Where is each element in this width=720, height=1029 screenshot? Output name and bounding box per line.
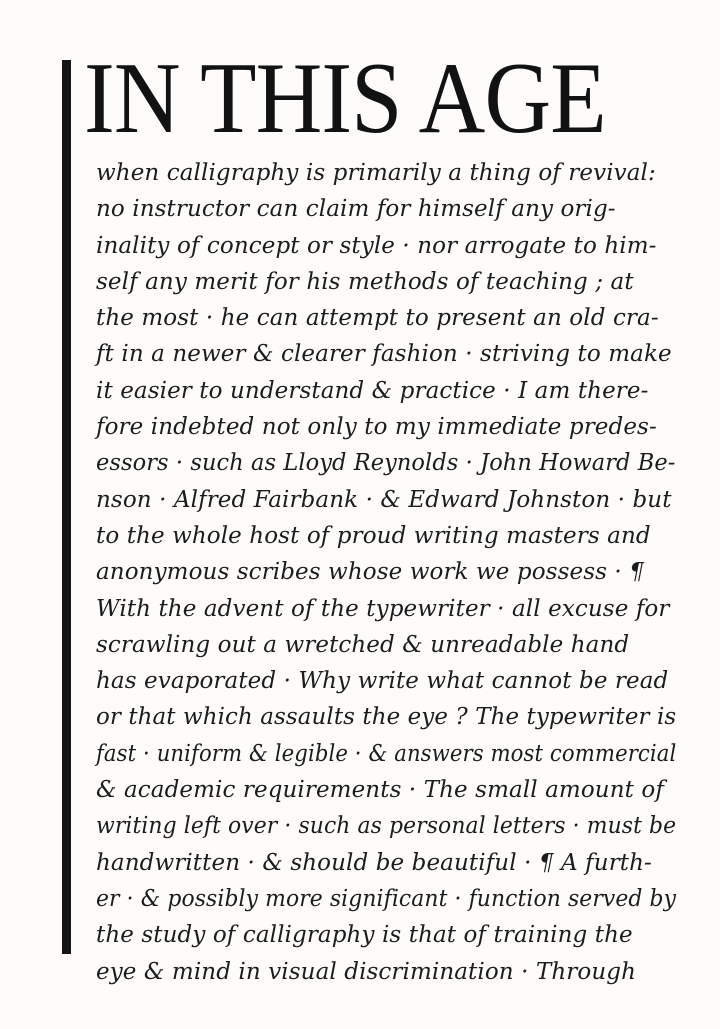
text-line: no instructor can claim for himself any orig- — [96, 196, 616, 223]
text-line: ft in a newer & clearer fashion · striving to make — [96, 341, 672, 368]
text-line: essors · such as Lloyd Reynolds · John Howard Be- — [96, 450, 676, 477]
text-line: nson · Alfred Fairbank · & Edward Johnston · but — [96, 486, 672, 513]
text-line: handwritten · & should be beautiful · ¶ A furth- — [96, 849, 652, 876]
text-line: to the whole host of proud writing masters and — [96, 522, 651, 549]
text-line: the most · he can attempt to present an old cra- — [96, 305, 659, 332]
body-text — [96, 155, 677, 990]
text-line: it easier to understand & practice · I am there- — [96, 377, 649, 404]
text-line: anonymous scribes whose work we possess · ¶ — [96, 559, 644, 586]
text-line: self any merit for his methods of teaching ; at — [96, 268, 634, 295]
text-line: writing left over · such as personal letters · must be — [96, 813, 677, 840]
text-line: er · & possibly more significant · function served by — [96, 885, 677, 912]
text-line: when calligraphy is primarily a thing of revival: — [96, 160, 656, 186]
text-line: fore indebted not only to my immediate predes- — [96, 414, 657, 441]
page-title: IN THIS AGE — [84, 42, 606, 155]
text-line: & academic requirements · The small amount of — [96, 777, 664, 804]
text-line: the study of calligraphy is that of training the — [96, 922, 633, 949]
vertical-rule — [62, 60, 71, 954]
text-line: inality of concept or style · nor arrogate to him- — [96, 232, 657, 259]
text-line: With the advent of the typewriter · all excuse for — [96, 595, 670, 622]
text-line: or that which assaults the eye ? The typewriter is — [96, 704, 677, 731]
text-line: fast · uniform & legible · & answers most commercial — [96, 740, 677, 767]
text-line: scrawling out a wretched & unreadable hand — [96, 631, 630, 658]
text-line: eye & mind in visual discrimination · Through — [96, 958, 636, 985]
text-line: has evaporated · Why write what cannot be read — [96, 668, 669, 695]
